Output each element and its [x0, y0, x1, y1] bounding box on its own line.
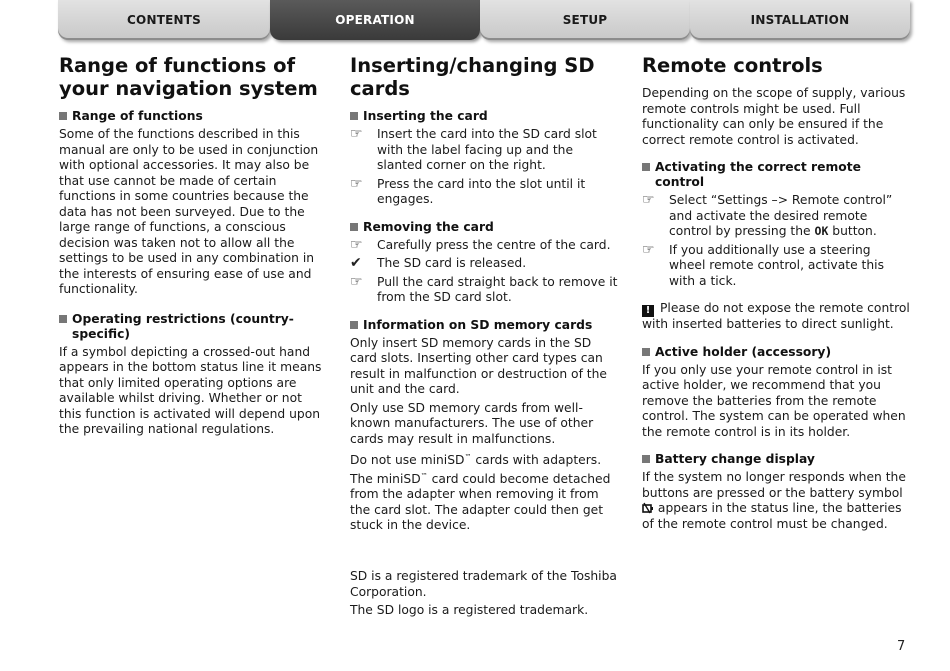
tab-operation[interactable]: OPERATION	[270, 0, 480, 40]
subheading-operating-restrictions: Operating restrictions (country-specific)	[59, 312, 327, 342]
instruction-step: ☞ Pull the card straight back to remove it from the SD card slot.	[350, 273, 618, 304]
navigation-tab-bar	[58, 0, 910, 42]
page-number: 7	[897, 639, 906, 654]
warning-icon: !	[642, 305, 654, 317]
bullet-square-icon	[642, 348, 650, 356]
column-sd-cards	[350, 54, 618, 536]
bullet-square-icon	[642, 455, 650, 463]
trademark-note-toshiba: SD is a registered trademark of the Toshiba Corporation.	[350, 569, 617, 599]
pointing-hand-icon: ☞	[350, 126, 363, 142]
instruction-step: ☞ If you additionally use a steering wheel remote control, activate this with a tick.	[642, 241, 884, 288]
bullet-square-icon	[350, 112, 358, 120]
pointing-hand-icon: ☞	[350, 236, 363, 253]
instruction-step: ☞ Carefully press the centre of the card.	[350, 236, 611, 253]
column-range-of-functions	[59, 54, 327, 440]
bullet-square-icon	[350, 321, 358, 329]
subheading-inserting-card: Inserting the card	[350, 109, 618, 124]
paragraph-remote-intro: Depending on the scope of supply, various remote controls might be used. Full functionality can only be ensured if the correct remote control is activated.	[642, 86, 906, 147]
subheading-range-of-functions: Range of functions	[59, 109, 327, 124]
tab-contents[interactable]: CONTENTS	[58, 0, 270, 40]
instruction-step: ☞ Insert the card into the SD card slot with the label facing up and the slanted corner on the right.	[350, 126, 597, 172]
bullet-square-icon	[350, 223, 358, 231]
ok-button-label: OK	[814, 224, 829, 238]
pointing-hand-icon: ☞	[642, 192, 655, 208]
pointing-hand-icon: ☞	[642, 241, 655, 258]
instruction-step: ☞ Press the card into the slot until it engages.	[350, 175, 586, 206]
paragraph-sd-info-3: Do not use miniSD™ cards with adapters. The miniSD™ card could become detached from the adapter when removing it from the card slot. The adapter could then get stuck in the device.	[350, 453, 611, 532]
paragraph-battery-change: If the system no longer responds when the buttons are pressed or the battery symbol appears in the status line, the batteries of the remote control must be changed.	[642, 470, 906, 531]
battery-icon	[642, 502, 654, 514]
tab-installation[interactable]: INSTALLATION	[690, 0, 910, 40]
pointing-hand-icon: ☞	[350, 273, 363, 290]
bullet-square-icon	[59, 315, 67, 323]
instruction-step: ☞ Select “Settings –> Remote control” and activate the desired remote control by pressing the OK button.	[642, 192, 893, 238]
section-title-range-of-functions: Range of functions of your navigation system	[59, 54, 318, 100]
subheading-sd-memory-info: Information on SD memory cards	[350, 318, 618, 333]
warning-note: ! Please do not expose the remote control with inserted batteries to direct sunlight.	[642, 301, 910, 331]
subheading-removing-card: Removing the card	[350, 220, 618, 235]
paragraph-range-of-functions: Some of the functions described in this manual are only to be used in conjunction with optional accessories. It may also be that use cannot be made of certain functions in some countries because the data has not been surveyed. Due to the large range of functions, a conscious decision was taken not to allow all the settings to be used in any combination in the interests of ensuring ease of use and functionality.	[59, 127, 319, 296]
paragraph-active-holder: If you only use your remote control in ist active holder, we recommend that you remove the batteries from the remote control. The system can be operated when the remote control is in its holder.	[642, 362, 906, 439]
paragraph-sd-info-1: Only insert SD memory cards in the SD card slots. Inserting other card types can result in malfunction or destruction of the unit and the card.	[350, 335, 607, 396]
section-title-remote-controls: Remote controls	[642, 54, 823, 77]
subheading-activating-remote: Activating the correct remote control	[642, 160, 910, 190]
section-title-sd-cards: Inserting/changing SD cards	[350, 54, 595, 100]
bullet-square-icon	[642, 163, 650, 171]
column-remote-controls	[642, 54, 910, 534]
paragraph-operating-restrictions: If a symbol depicting a crossed-out hand appears in the bottom status line it means that only limited operating options are available whilst driving. Whether or not this function is activated will depend upon the prevailing national regulations.	[59, 344, 322, 436]
bullet-square-icon	[59, 112, 67, 120]
result-step: ✔ The SD card is released.	[350, 255, 527, 271]
trademark-notes	[350, 569, 618, 622]
subheading-active-holder: Active holder (accessory)	[642, 345, 910, 360]
pointing-hand-icon: ☞	[350, 175, 363, 192]
subheading-battery-change: Battery change display	[642, 452, 910, 467]
paragraph-sd-info-2: Only use SD memory cards from well-known manufacturers. The use of other cards may result in malfunctions.	[350, 400, 594, 446]
tab-setup[interactable]: SETUP	[480, 0, 690, 40]
trademark-note-sd-logo: The SD logo is a registered trademark.	[350, 603, 589, 617]
checkmark-icon: ✔	[350, 255, 362, 271]
